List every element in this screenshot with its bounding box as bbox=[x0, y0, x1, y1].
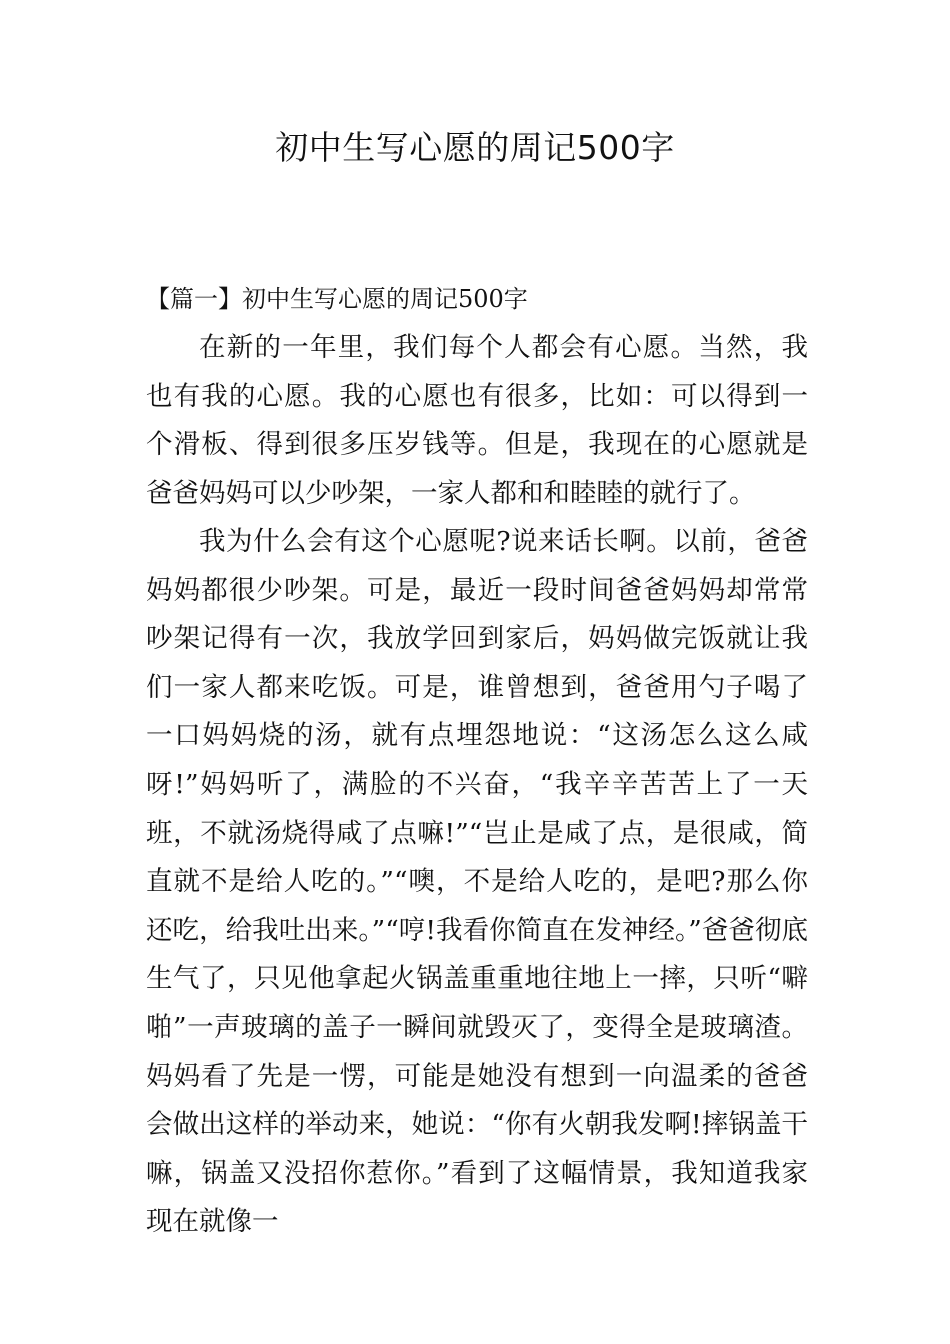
section-heading: 【篇一】初中生写心愿的周记500字 bbox=[146, 285, 528, 313]
body-paragraph: 在新的一年里，我们每个人都会有心愿。当然，我也有我的心愿。我的心愿也有很多，比如：可以得到一个滑板、得到很多压岁钱等。但是，我现在的心愿就是爸爸妈妈可以少吵架，一家人都和和睦睦的就行了。 bbox=[146, 332, 808, 509]
body-paragraph: 我为什么会有这个心愿呢?说来话长啊。以前，爸爸妈妈都很少吵架。可是，最近一段时间爸爸妈妈却常常吵架记得有一次，我放学回到家后，妈妈做完饭就让我们一家人都来吃饭。可是，谁曾想到，爸爸用勺子喝了一口妈妈烧的汤，就有点埋怨地说：“这汤怎么这么咸呀!”妈妈听了，满脸的不兴奋，“我辛辛苦苦上了一天班，不就汤烧得咸了点嘛!”“岂止是咸了点，是很咸，简直就不是给人吃的。”“噢，不是给人吃的，是吧?那么你还吃，给我吐出来。”“哼!我看你简直在发神经。”爸爸彻底生气了，只见他拿起火锅盖重重地往地上一摔，只听“噼啪”一声玻璃的盖子一瞬间就毁灭了，变得全是玻璃渣。妈妈看了先是一愣，可能是她没有想到一向温柔的爸爸会做出这样的举动来，她说：“你有火朝我发啊!摔锅盖干嘛，锅盖又没招你惹你。”看到了这幅情景，我知道我家现在就像一 bbox=[146, 526, 808, 1238]
document-title: 初中生写心愿的周记500字 bbox=[275, 128, 675, 167]
